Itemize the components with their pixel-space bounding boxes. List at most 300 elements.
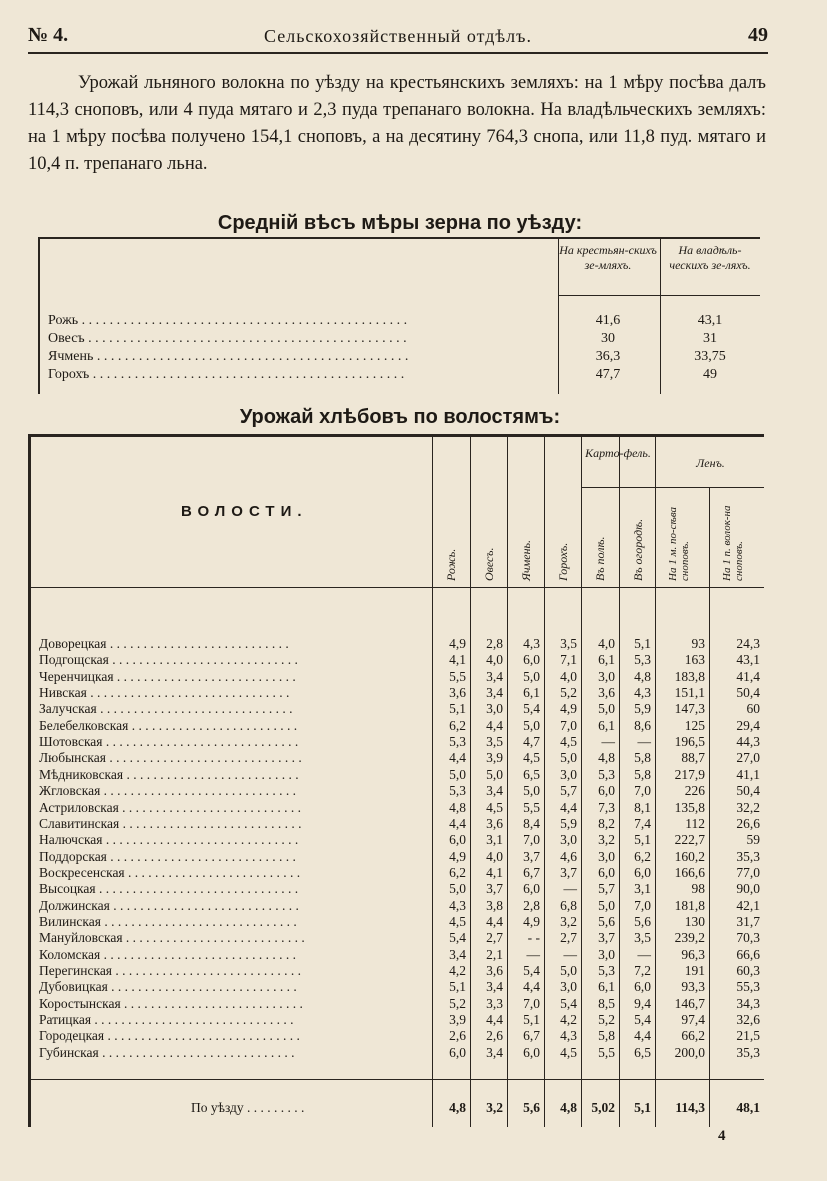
cell-value: 8,2 bbox=[598, 815, 615, 831]
page-number: 49 bbox=[748, 24, 768, 46]
cell-value: 3,0 bbox=[598, 946, 615, 962]
cell-value: 4,0 bbox=[560, 668, 577, 684]
cell-value: 239,2 bbox=[674, 930, 705, 946]
cell-value: 3,5 bbox=[560, 636, 577, 651]
cell-value: 6,5 bbox=[634, 1044, 651, 1060]
cell-value: 24,3 bbox=[736, 636, 760, 651]
cell-value: 6,0 bbox=[523, 652, 540, 668]
cell-value: 3,4 bbox=[486, 783, 503, 799]
total-value: 5,6 bbox=[523, 1100, 540, 1115]
cell-value: 3,0 bbox=[560, 832, 577, 848]
cell-value: 183,8 bbox=[674, 668, 705, 684]
cell-value: 5,6 bbox=[598, 913, 615, 929]
cell-value: — bbox=[563, 946, 577, 962]
cell-value: 5,4 bbox=[523, 963, 540, 978]
volost-name: Коростынская . . . . . . . . . . . . . . . . . . . . . . . . . . . bbox=[39, 995, 303, 1011]
volost-name: Перегинская . . . . . . . . . . . . . . . . . . . . . . . . . . . . bbox=[39, 963, 302, 978]
col-peasant-header: На крестьян-скихъ зе-мляхъ. bbox=[559, 243, 657, 272]
cell-value: 4,4 bbox=[486, 1012, 503, 1028]
cell-value: 3,9 bbox=[449, 1012, 466, 1028]
cell-value: 5,3 bbox=[598, 766, 615, 782]
cell-value: 3,1 bbox=[634, 881, 651, 897]
col-header: Въ полѣ. bbox=[593, 536, 607, 581]
cell-value: 5,0 bbox=[598, 897, 615, 913]
cell-value: 3,6 bbox=[486, 963, 503, 978]
cell-value: 7,2 bbox=[634, 963, 651, 978]
cell-value: 3,7 bbox=[598, 930, 615, 946]
cell-value: — bbox=[526, 946, 540, 962]
volost-row bbox=[31, 800, 764, 816]
cell-value: 98 bbox=[691, 881, 705, 897]
volost-name: Воскресенская . . . . . . . . . . . . . . . . . . . . . . . . . . bbox=[39, 864, 301, 880]
cell-value: 3,5 bbox=[634, 930, 651, 946]
cell-value: 43,1 bbox=[736, 652, 760, 668]
cell-value: 4,2 bbox=[449, 963, 466, 978]
volost-row bbox=[31, 1045, 764, 1061]
grain-row bbox=[48, 349, 760, 367]
volost-row bbox=[31, 881, 764, 897]
cell-value: 3,4 bbox=[449, 946, 466, 962]
cell-value: 7,4 bbox=[634, 815, 651, 831]
cell-value: 6,2 bbox=[634, 848, 651, 864]
cell-value: 3,8 bbox=[486, 897, 503, 913]
cell-value: 5,0 bbox=[523, 668, 540, 684]
cell-value: 5,4 bbox=[560, 995, 577, 1011]
volost-name: Любынская . . . . . . . . . . . . . . . . . . . . . . . . . . . . . bbox=[39, 750, 302, 766]
volost-name: Нивская . . . . . . . . . . . . . . . . . . . . . . . . . . . . . . bbox=[39, 685, 290, 701]
cell-value: 50,4 bbox=[736, 685, 760, 701]
cell-value: 3,6 bbox=[598, 685, 615, 701]
cell-value: 5,8 bbox=[634, 766, 651, 782]
volost-name: Коломская . . . . . . . . . . . . . . . . . . . . . . . . . . . . . bbox=[39, 946, 296, 962]
volost-name: Мѣдниковская . . . . . . . . . . . . . . . . . . . . . . . . . . bbox=[39, 766, 299, 782]
cell-value: 5,2 bbox=[560, 685, 577, 701]
cell-value: — bbox=[637, 946, 651, 962]
volost-name: Доворецкая . . . . . . . . . . . . . . . . . . . . . . . . . . . bbox=[39, 636, 289, 651]
cell-value: 35,3 bbox=[736, 848, 760, 864]
peasant-value: 30 bbox=[601, 331, 615, 346]
cell-value: 8,4 bbox=[523, 815, 540, 831]
volost-row bbox=[31, 1028, 764, 1044]
cell-value: 2,7 bbox=[560, 930, 577, 946]
volost-name: Должинская . . . . . . . . . . . . . . . . . . . . . . . . . . . . bbox=[39, 897, 299, 913]
cell-value: 3,6 bbox=[486, 815, 503, 831]
cell-value: 6,5 bbox=[523, 766, 540, 782]
cell-value: 4,5 bbox=[560, 1044, 577, 1060]
cell-value: 6,0 bbox=[449, 832, 466, 848]
cell-value: 160,2 bbox=[674, 848, 705, 864]
cell-value: 5,3 bbox=[598, 963, 615, 978]
cell-value: 60 bbox=[746, 701, 760, 717]
volost-row bbox=[31, 701, 764, 717]
volost-row bbox=[31, 865, 764, 881]
cell-value: 4,9 bbox=[523, 913, 540, 929]
cell-value: 5,1 bbox=[523, 1012, 540, 1028]
cell-value: 4,4 bbox=[486, 913, 503, 929]
cell-value: 226 bbox=[684, 783, 705, 799]
volost-name: Вилинская . . . . . . . . . . . . . . . . . . . . . . . . . . . . . bbox=[39, 913, 297, 929]
cell-value: 3,0 bbox=[598, 848, 615, 864]
cell-value: 4,4 bbox=[449, 815, 466, 831]
cell-value: 60,3 bbox=[736, 963, 760, 978]
cell-value: 5,1 bbox=[634, 636, 651, 651]
grain-row bbox=[48, 367, 760, 385]
cell-value: 3,9 bbox=[486, 750, 503, 766]
volost-row bbox=[31, 734, 764, 750]
cell-value: 90,0 bbox=[736, 881, 760, 897]
cell-value: 7,3 bbox=[598, 799, 615, 815]
grain-label: Горохъ . . . . . . . . . . . . . . . . . . . . . . . . . . . . . . . . . . . . . . . . . . . . . bbox=[48, 367, 405, 382]
grain-label: Овесъ . . . . . . . . . . . . . . . . . . . . . . . . . . . . . . . . . . . . . . . . . . . . . . bbox=[48, 331, 407, 346]
cell-value: 97,4 bbox=[681, 1012, 705, 1028]
cell-value: 191 bbox=[684, 963, 705, 978]
cell-value: 3,6 bbox=[449, 685, 466, 701]
cell-value: 55,3 bbox=[736, 979, 760, 995]
cell-value: 6,0 bbox=[634, 864, 651, 880]
cell-value: 2,1 bbox=[486, 946, 503, 962]
cell-value: 2,6 bbox=[449, 1028, 466, 1044]
cell-value: 8,6 bbox=[634, 717, 651, 733]
cell-value: 66,6 bbox=[736, 946, 760, 962]
total-label: По уѣзду . . . . . . . . . bbox=[191, 1100, 305, 1115]
col-header: Горохъ. bbox=[556, 542, 570, 581]
cell-value: 4,9 bbox=[449, 636, 466, 651]
volost-row bbox=[31, 996, 764, 1012]
cell-value: 27,0 bbox=[736, 750, 760, 766]
cell-value: 6,1 bbox=[523, 685, 540, 701]
volost-name: Жгловская . . . . . . . . . . . . . . . . . . . . . . . . . . . . . bbox=[39, 783, 297, 799]
volost-name: Городецкая . . . . . . . . . . . . . . . . . . . . . . . . . . . . . bbox=[39, 1028, 300, 1044]
cell-value: 4,3 bbox=[560, 1028, 577, 1044]
cell-value: 146,7 bbox=[674, 995, 705, 1011]
cell-value: 5,0 bbox=[449, 881, 466, 897]
cell-value: 6,7 bbox=[523, 864, 540, 880]
grain-row bbox=[48, 313, 760, 331]
total-value: 3,2 bbox=[486, 1100, 503, 1115]
footer-mark: 4 bbox=[718, 1128, 726, 1144]
cell-value: 5,3 bbox=[449, 783, 466, 799]
cell-value: 5,9 bbox=[560, 815, 577, 831]
cell-value: 21,5 bbox=[736, 1028, 760, 1044]
cell-value: 6,1 bbox=[598, 652, 615, 668]
cell-value: 32,6 bbox=[736, 1012, 760, 1028]
cell-value: 6,0 bbox=[634, 979, 651, 995]
grain-label: Ячмень . . . . . . . . . . . . . . . . . . . . . . . . . . . . . . . . . . . . . . . . . . . . . bbox=[48, 349, 409, 364]
cell-value: 6,0 bbox=[598, 864, 615, 880]
cell-value: 3,2 bbox=[560, 913, 577, 929]
cell-value: 5,0 bbox=[560, 963, 577, 978]
cell-value: 200,0 bbox=[674, 1044, 705, 1060]
peasant-value: 41,6 bbox=[595, 313, 621, 328]
cell-value: 26,6 bbox=[736, 815, 760, 831]
volost-name: Астриловская . . . . . . . . . . . . . . . . . . . . . . . . . . . bbox=[39, 799, 302, 815]
cell-value: 2,6 bbox=[486, 1028, 503, 1044]
cell-value: 7,0 bbox=[634, 783, 651, 799]
volost-row bbox=[31, 1012, 764, 1028]
volost-name: Залучская . . . . . . . . . . . . . . . . . . . . . . . . . . . . . bbox=[39, 701, 293, 717]
cell-value: 88,7 bbox=[681, 750, 705, 766]
cell-value: 6,8 bbox=[560, 897, 577, 913]
cell-value: 35,3 bbox=[736, 1044, 760, 1060]
landowner-value: 33,75 bbox=[694, 349, 726, 364]
cell-value: 42,1 bbox=[736, 897, 760, 913]
volost-row bbox=[31, 685, 764, 701]
cell-value: 3,7 bbox=[486, 881, 503, 897]
grain-label: Рожь . . . . . . . . . . . . . . . . . . . . . . . . . . . . . . . . . . . . . . . . . . . . . . . bbox=[48, 313, 408, 328]
volost-row bbox=[31, 963, 764, 979]
peasant-value: 47,7 bbox=[595, 367, 621, 382]
cell-value: 3,7 bbox=[523, 848, 540, 864]
cell-value: 196,5 bbox=[674, 734, 705, 750]
col-header: На 1 п. волок-на сноповъ. bbox=[721, 505, 745, 581]
grain-row bbox=[48, 331, 760, 349]
volost-row bbox=[31, 767, 764, 783]
total-value: 5,02 bbox=[591, 1100, 615, 1115]
volost-row bbox=[31, 718, 764, 734]
cell-value: 5,8 bbox=[634, 750, 651, 766]
landowner-value: 49 bbox=[703, 367, 717, 382]
cell-value: 5,0 bbox=[523, 783, 540, 799]
cell-value: 4,7 bbox=[523, 734, 540, 750]
cell-value: 4,9 bbox=[449, 848, 466, 864]
intro-paragraph bbox=[28, 70, 766, 178]
cell-value: 5,2 bbox=[449, 995, 466, 1011]
volost-row bbox=[31, 783, 764, 799]
volost-name: Налючская . . . . . . . . . . . . . . . . . . . . . . . . . . . . . bbox=[39, 832, 299, 848]
cell-value: 4,5 bbox=[486, 799, 503, 815]
total-value: 4,8 bbox=[449, 1100, 466, 1115]
cell-value: 151,1 bbox=[674, 685, 705, 701]
volost-name: Мануйловская . . . . . . . . . . . . . . . . . . . . . . . . . . . bbox=[39, 930, 305, 946]
cell-value: 5,0 bbox=[523, 717, 540, 733]
cell-value: 4,4 bbox=[560, 799, 577, 815]
cell-value: 4,3 bbox=[634, 685, 651, 701]
cell-value: 147,3 bbox=[674, 701, 705, 717]
cell-value: 3,5 bbox=[486, 734, 503, 750]
cell-value: 4,4 bbox=[449, 750, 466, 766]
volost-name: Славитинская . . . . . . . . . . . . . . . . . . . . . . . . . . . bbox=[39, 815, 302, 831]
volost-row bbox=[31, 816, 764, 832]
cell-value: 4,0 bbox=[486, 848, 503, 864]
cell-value: 7,0 bbox=[560, 717, 577, 733]
cell-value: - - bbox=[527, 930, 540, 946]
cell-value: 166,6 bbox=[674, 864, 705, 880]
cell-value: 3,0 bbox=[560, 766, 577, 782]
total-value: 4,8 bbox=[560, 1100, 577, 1115]
group-potato: Карто-фель. bbox=[585, 446, 651, 460]
cell-value: 2,7 bbox=[486, 930, 503, 946]
volost-row bbox=[31, 898, 764, 914]
col-header: Въ огородѣ. bbox=[631, 518, 645, 581]
cell-value: 2,8 bbox=[486, 636, 503, 651]
page-header bbox=[28, 22, 768, 54]
cell-value: 8,1 bbox=[634, 799, 651, 815]
cell-value: 181,8 bbox=[674, 897, 705, 913]
volost-name: Поддорская . . . . . . . . . . . . . . . . . . . . . . . . . . . . bbox=[39, 848, 296, 864]
cell-value: 5,3 bbox=[449, 734, 466, 750]
cell-value: 4,9 bbox=[560, 701, 577, 717]
cell-value: 5,0 bbox=[598, 701, 615, 717]
cell-value: 5,1 bbox=[449, 701, 466, 717]
cell-value: 217,9 bbox=[674, 766, 705, 782]
cell-value: 5,9 bbox=[634, 701, 651, 717]
cell-value: 7,0 bbox=[634, 897, 651, 913]
cell-value: 135,8 bbox=[674, 799, 705, 815]
cell-value: 66,2 bbox=[681, 1028, 705, 1044]
cell-value: 96,3 bbox=[681, 946, 705, 962]
cell-value: 3,0 bbox=[560, 979, 577, 995]
cell-value: 31,7 bbox=[736, 913, 760, 929]
volost-row bbox=[31, 849, 764, 865]
cell-value: 2,8 bbox=[523, 897, 540, 913]
cell-value: 3,4 bbox=[486, 1044, 503, 1060]
cell-value: — bbox=[637, 734, 651, 750]
volost-row bbox=[31, 930, 764, 946]
cell-value: 5,5 bbox=[598, 1044, 615, 1060]
cell-value: 4,6 bbox=[560, 848, 577, 864]
cell-value: 4,5 bbox=[560, 734, 577, 750]
cell-value: 3,4 bbox=[486, 979, 503, 995]
cell-value: 6,2 bbox=[449, 717, 466, 733]
cell-value: 5,5 bbox=[449, 668, 466, 684]
cell-value: 4,0 bbox=[486, 652, 503, 668]
cell-value: 5,1 bbox=[449, 979, 466, 995]
cell-value: 3,1 bbox=[486, 832, 503, 848]
volost-row bbox=[31, 832, 764, 848]
volost-row bbox=[31, 652, 764, 668]
cell-value: 4,2 bbox=[560, 1012, 577, 1028]
cell-value: — bbox=[601, 734, 615, 750]
volost-name: Высоцкая . . . . . . . . . . . . . . . . . . . . . . . . . . . . . . bbox=[39, 881, 299, 897]
volost-row bbox=[31, 636, 764, 652]
cell-value: 5,6 bbox=[634, 913, 651, 929]
cell-value: 3,7 bbox=[560, 864, 577, 880]
cell-value: 4,8 bbox=[598, 750, 615, 766]
volost-name: Подгощская . . . . . . . . . . . . . . . . . . . . . . . . . . . . bbox=[39, 652, 298, 668]
cell-value: 9,4 bbox=[634, 995, 651, 1011]
cell-value: 125 bbox=[684, 717, 705, 733]
issue-number: № 4. bbox=[28, 24, 69, 46]
cell-value: 3,0 bbox=[598, 668, 615, 684]
col-header: Ячмень. bbox=[519, 539, 533, 581]
cell-value: 4,5 bbox=[449, 913, 466, 929]
volost-name: Белебелковская . . . . . . . . . . . . . . . . . . . . . . . . . bbox=[39, 717, 298, 733]
total-value: 5,1 bbox=[634, 1100, 651, 1115]
cell-value: 41,1 bbox=[736, 766, 760, 782]
cell-value: 44,3 bbox=[736, 734, 760, 750]
col-header: Овесъ. bbox=[482, 547, 496, 581]
landowner-value: 31 bbox=[703, 331, 717, 346]
peasant-value: 36,3 bbox=[595, 349, 621, 364]
cell-value: 5,7 bbox=[598, 881, 615, 897]
cell-value: 50,4 bbox=[736, 783, 760, 799]
cell-value: 3,0 bbox=[486, 701, 503, 717]
total-value: 48,1 bbox=[736, 1100, 760, 1115]
cell-value: 6,0 bbox=[598, 783, 615, 799]
cell-value: 70,3 bbox=[736, 930, 760, 946]
cell-value: 163 bbox=[684, 652, 705, 668]
col-landowner-header: На владѣль-ческихъ зе-ляхъ. bbox=[669, 243, 751, 272]
volost-row bbox=[31, 914, 764, 930]
paragraph-text: Урожай льняного волокна по уѣзду на крестьянскихъ земляхъ: на 1 мѣру посѣва далъ 114,3 сноповъ, или 4 пуда мятаго и 2,3 пуда трепанаго волокна. На владѣльческихъ земляхъ: на 1 мѣру посѣва получено 154,1 сноповъ, а на десятину 764,3 снопа, или 11,8 пуд. мятаго и 10,4 п. трепанаго льна. bbox=[28, 73, 766, 174]
volosti-header: ВОЛОСТИ. bbox=[181, 503, 308, 520]
cell-value: 4,4 bbox=[523, 979, 540, 995]
cell-value: 4,4 bbox=[486, 717, 503, 733]
cell-value: 5,0 bbox=[560, 750, 577, 766]
cell-value: 7,0 bbox=[523, 832, 540, 848]
cell-value: 6,2 bbox=[449, 864, 466, 880]
col-header: На 1 м. по-сѣва сноповъ. bbox=[667, 506, 691, 581]
cell-value: 5,1 bbox=[634, 832, 651, 848]
volost-name: Дубовицкая . . . . . . . . . . . . . . . . . . . . . . . . . . . . bbox=[39, 979, 297, 995]
cell-value: 6,0 bbox=[523, 881, 540, 897]
cell-value: 3,4 bbox=[486, 668, 503, 684]
cell-value: 7,0 bbox=[523, 995, 540, 1011]
cell-value: 112 bbox=[685, 815, 705, 831]
total-value: 114,3 bbox=[675, 1100, 705, 1115]
cell-value: 4,8 bbox=[634, 668, 651, 684]
cell-value: 5,0 bbox=[449, 766, 466, 782]
cell-value: 4,5 bbox=[523, 750, 540, 766]
volost-name: Шотовская . . . . . . . . . . . . . . . . . . . . . . . . . . . . . bbox=[39, 734, 299, 750]
cell-value: 4,1 bbox=[449, 652, 466, 668]
cell-value: — bbox=[563, 881, 577, 897]
cell-value: 222,7 bbox=[674, 832, 705, 848]
cell-value: 6,1 bbox=[598, 979, 615, 995]
cell-value: 41,4 bbox=[736, 668, 760, 684]
volost-row bbox=[31, 947, 764, 963]
cell-value: 4,4 bbox=[634, 1028, 651, 1044]
cell-value: 6,7 bbox=[523, 1028, 540, 1044]
cell-value: 5,0 bbox=[486, 766, 503, 782]
cell-value: 4,3 bbox=[449, 897, 466, 913]
volost-row bbox=[31, 750, 764, 766]
cell-value: 5,4 bbox=[449, 930, 466, 946]
cell-value: 6,0 bbox=[449, 1044, 466, 1060]
cell-value: 29,4 bbox=[736, 717, 760, 733]
cell-value: 5,5 bbox=[523, 799, 540, 815]
group-flax: Ленъ. bbox=[696, 456, 725, 470]
cell-value: 77,0 bbox=[736, 864, 760, 880]
volost-name: Ратицкая . . . . . . . . . . . . . . . . . . . . . . . . . . . . . . bbox=[39, 1012, 294, 1028]
volost-row bbox=[31, 979, 764, 995]
col-header: Рожь. bbox=[444, 548, 458, 581]
cell-value: 4,0 bbox=[598, 636, 615, 651]
cell-value: 130 bbox=[684, 913, 705, 929]
grain-weight-table bbox=[38, 237, 760, 394]
cell-value: 3,2 bbox=[598, 832, 615, 848]
cell-value: 4,1 bbox=[486, 864, 503, 880]
cell-value: 59 bbox=[746, 832, 760, 848]
volost-name: Черенчицкая . . . . . . . . . . . . . . . . . . . . . . . . . . . bbox=[39, 668, 296, 684]
volost-row bbox=[31, 669, 764, 685]
cell-value: 3,4 bbox=[486, 685, 503, 701]
cell-value: 5,4 bbox=[634, 1012, 651, 1028]
cell-value: 4,3 bbox=[523, 636, 540, 651]
cell-value: 93,3 bbox=[681, 979, 705, 995]
cell-value: 8,5 bbox=[598, 995, 615, 1011]
cell-value: 32,2 bbox=[736, 799, 760, 815]
cell-value: 5,3 bbox=[634, 652, 651, 668]
cell-value: 93 bbox=[691, 636, 705, 651]
cell-value: 5,8 bbox=[598, 1028, 615, 1044]
harvest-table bbox=[28, 434, 764, 1127]
cell-value: 3,3 bbox=[486, 995, 503, 1011]
table2-title: Урожай хлѣбовъ по волостямъ: bbox=[239, 406, 561, 428]
landowner-value: 43,1 bbox=[697, 313, 723, 328]
volost-name: Губинская . . . . . . . . . . . . . . . . . . . . . . . . . . . . . bbox=[39, 1044, 295, 1060]
cell-value: 4,8 bbox=[449, 799, 466, 815]
